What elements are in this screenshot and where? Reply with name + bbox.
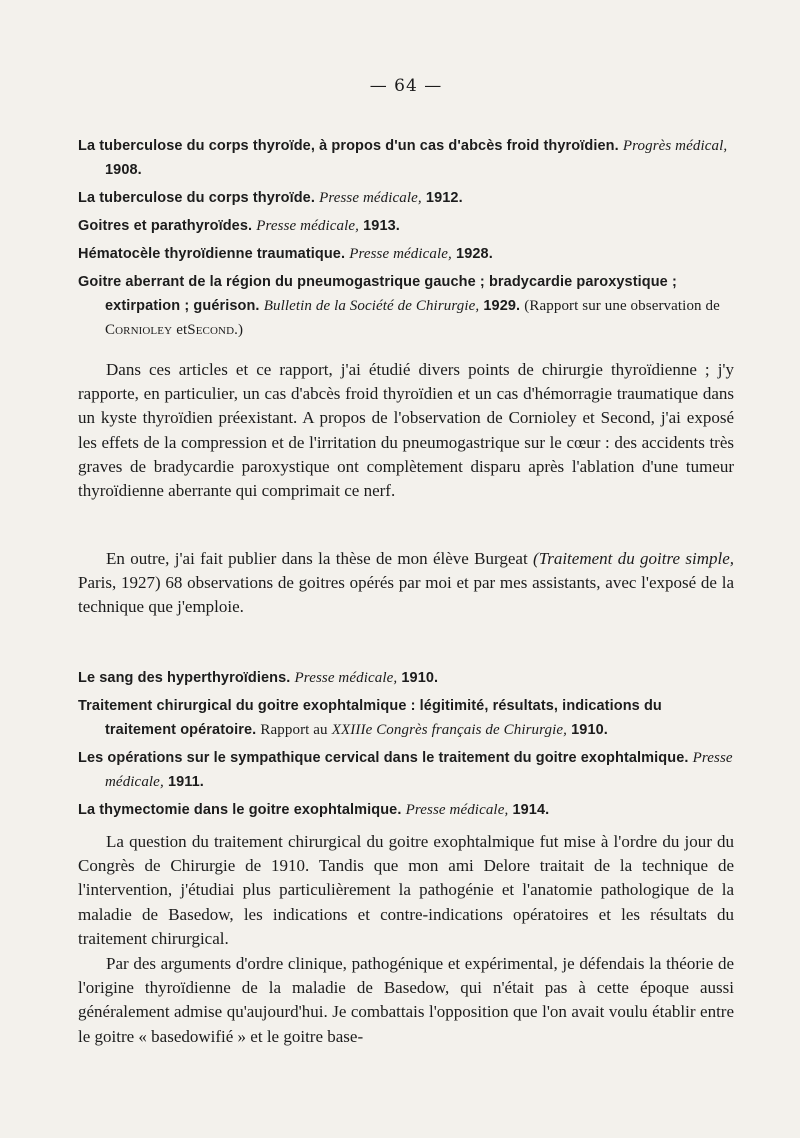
reference-item bbox=[78, 798, 734, 822]
reference-title: Les opérations sur le sympathique cervical dans le traitement du goitre exophtalmique. bbox=[78, 750, 689, 766]
reference-year: 1912. bbox=[425, 190, 463, 206]
reference-item bbox=[78, 242, 734, 266]
reference-journal: Presse médicale, bbox=[294, 670, 398, 686]
reference-title: La thymectomie dans le goitre exophtalmique. bbox=[78, 802, 402, 818]
reference-title: Hématocèle thyroïdienne traumatique. bbox=[78, 246, 346, 262]
page-number: — 64 — bbox=[369, 76, 443, 96]
reference-conjunction: et bbox=[176, 322, 188, 338]
reference-journal: Presse médicale, bbox=[349, 246, 452, 262]
reference-item bbox=[78, 666, 734, 690]
reference-year: 1908. bbox=[105, 162, 142, 178]
reference-note: (Rapport sur une observation de bbox=[524, 298, 720, 314]
paragraph-basedow: Par des arguments d'ordre clinique, pathogénique et expérimental, je défendais la théorie de l'origine thyroïdienne de la maladie de Basedow, qui n'était pas à cette époque aussi généralement admise qu'aujourd'hui. Je combattais l'opposition que l'on avait voulu établir entre le goitre « basedowifié » et le goitre base- bbox=[78, 954, 734, 1046]
reference-journal: XXIIIe Congrès français de Chirurgie, bbox=[331, 722, 567, 738]
reference-note: Rapport au bbox=[260, 722, 328, 738]
reference-item bbox=[78, 270, 734, 342]
reference-year: 1929. bbox=[483, 298, 521, 314]
thesis-title: (Traitement du goitre simple, bbox=[533, 549, 734, 568]
paragraph-text: En outre, j'ai fait publier dans la thèse de mon élève Burgeat bbox=[106, 549, 528, 568]
reference-item bbox=[78, 746, 734, 794]
reference-title: Le sang des hyperthyroïdiens. bbox=[78, 670, 291, 686]
reference-journal: Progrès médical, bbox=[622, 138, 728, 154]
paragraph-text: Paris, 1927) 68 observations de goitres opérés par moi et par mes assistants, avec l'exposé de la technique que j'emploie. bbox=[78, 573, 734, 617]
reference-year: 1910. bbox=[571, 722, 608, 738]
reference-item bbox=[78, 694, 734, 742]
reference-year: 1910. bbox=[401, 670, 439, 686]
paragraph-articles: Dans ces articles et ce rapport, j'ai étudié divers points de chirurgie thyroïdienne ; j'y rapporte, en particulier, un cas d'abcès froid thyroïdien et un cas d'hémorragie traumatique dans un kyste thyroïdien préexistant. A propos de l'observation de Cornioley et Second, j'ai exposé les effets de la compression et de l'irritation du pneumogastrique sur le cœur : des accidents très graves de bradycardie paroxystique ont complètement disparu après l'ablation d'une tumeur thyroïdienne aberrante qui comprimait ce nerf. bbox=[78, 360, 734, 501]
reference-journal: Bulletin de la Société de Chirurgie, bbox=[263, 298, 480, 314]
reference-title: La tuberculose du corps thyroïde, à propos d'un cas d'abcès froid thyroïdien. bbox=[78, 138, 619, 154]
reference-journal: Presse médicale, bbox=[105, 750, 733, 790]
reference-journal: Presse médicale, bbox=[405, 802, 509, 818]
reference-title: Goitre aberrant de la région du pneumogastrique gauche ; bradycardie paroxystique ; extirpation ; guérison. bbox=[78, 274, 677, 314]
reference-title: Traitement chirurgical du goitre exophtalmique : légitimité, résultats, indications du traitement opératoire. bbox=[78, 698, 662, 738]
reference-title: La tuberculose du corps thyroïde. bbox=[78, 190, 315, 206]
reference-list-thyroid bbox=[78, 134, 734, 346]
reference-list-exophthalmic bbox=[78, 666, 734, 826]
reference-item bbox=[78, 134, 734, 182]
reference-title: Goitres et parathyroïdes. bbox=[78, 218, 253, 234]
paragraph-congres: La question du traitement chirurgical du goitre exophtalmique fut mise à l'ordre du jour du Congrès de Chirurgie de 1910. Tandis que mon ami Delore traitait de la technique de l'intervention, j'étudiai plus particulièrement la pathogénie et l'anatomie pathologique de la maladie de Basedow, les indications et contre-indications opératoires et les résultats du traitement chirurgical. bbox=[78, 832, 734, 948]
reference-year: 1914. bbox=[512, 802, 550, 818]
reference-year: 1913. bbox=[363, 218, 400, 234]
reference-journal: Presse médicale, bbox=[256, 218, 359, 234]
reference-year: 1911. bbox=[167, 774, 204, 790]
reference-item bbox=[78, 186, 734, 210]
paragraph-burgeat bbox=[78, 547, 734, 620]
reference-item bbox=[78, 214, 734, 238]
reference-journal: Presse médicale, bbox=[319, 190, 422, 206]
reference-note-close: .) bbox=[234, 322, 244, 338]
reference-author: Second bbox=[187, 322, 235, 338]
reference-author: Cornioley bbox=[105, 322, 173, 338]
reference-year: 1928. bbox=[456, 246, 493, 262]
